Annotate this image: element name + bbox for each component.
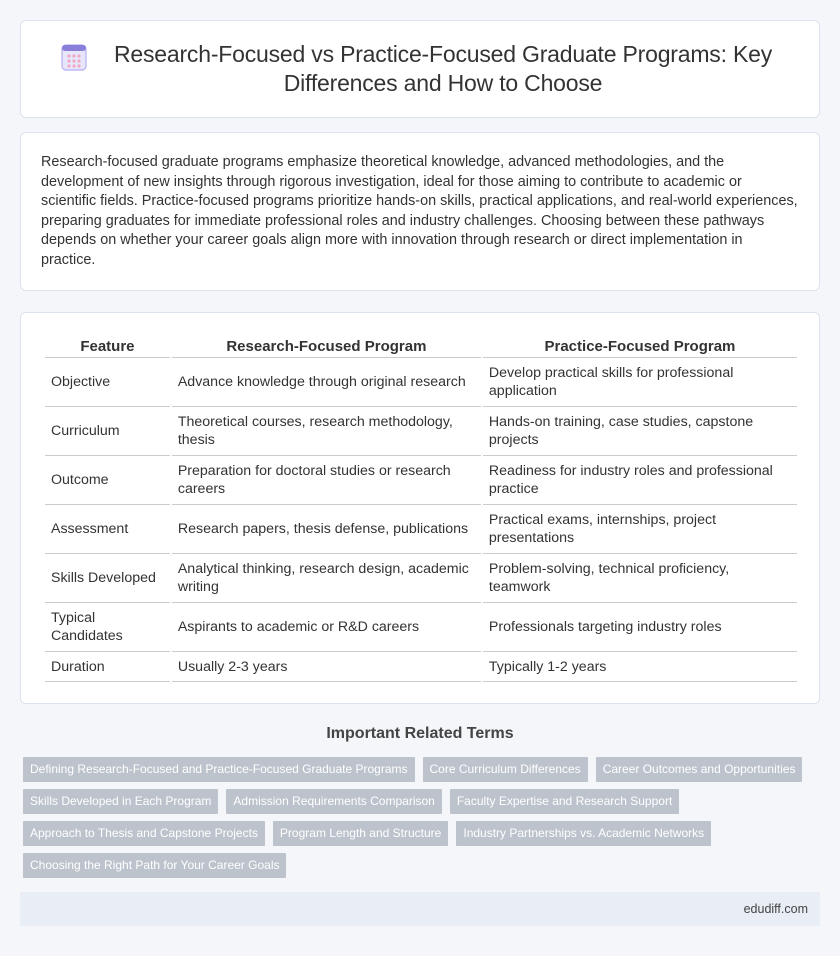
research-cell: Advance knowledge through original research	[172, 358, 481, 407]
practice-cell: Develop practical skills for professional application	[483, 358, 797, 407]
table-header-row	[45, 331, 797, 358]
feature-cell: Assessment	[45, 505, 170, 554]
related-term-tag[interactable]: Faculty Expertise and Research Support	[450, 789, 679, 814]
research-cell: Aspirants to academic or R&D careers	[172, 603, 481, 652]
feature-cell: Skills Developed	[45, 554, 170, 603]
table-row	[45, 603, 797, 652]
feature-cell: Curriculum	[45, 407, 170, 456]
related-term-tag[interactable]: Defining Research-Focused and Practice-Focused Graduate Programs	[23, 757, 415, 782]
related-term-tag[interactable]: Program Length and Structure	[273, 821, 448, 846]
comparison-table-card	[20, 312, 820, 704]
related-terms-heading: Important Related Terms	[326, 725, 514, 742]
footer	[20, 892, 820, 926]
intro-paragraph: Research-focused graduate programs emphasize theoretical knowledge, advanced methodologies, and the development of new insights through rigorous investigation, ideal for those aiming to contribute to academic or scientific fields. Practice-focused programs prioritize hands-on skills, practical applications, and real-world experiences, preparing graduates for immediate professional roles and industry challenges. Choosing between these pathways depends on whether your career goals align more with innovation through research or direct implementation in practice.	[41, 154, 798, 268]
feature-cell: Objective	[45, 358, 170, 407]
related-term-tag[interactable]: Skills Developed in Each Program	[23, 789, 218, 814]
table-row	[45, 456, 797, 505]
document-grid-icon	[61, 43, 87, 71]
footer-site-link[interactable]: edudiff.com	[743, 902, 808, 916]
column-header-feature: Feature	[45, 331, 170, 358]
related-term-tag[interactable]: Admission Requirements Comparison	[226, 789, 441, 814]
research-cell: Research papers, thesis defense, publications	[172, 505, 481, 554]
feature-cell: Typical Candidates	[45, 603, 170, 652]
feature-cell: Duration	[45, 652, 170, 682]
feature-cell: Outcome	[45, 456, 170, 505]
research-cell: Preparation for doctoral studies or research careers	[172, 456, 481, 505]
practice-cell: Readiness for industry roles and professional practice	[483, 456, 797, 505]
comparison-table	[43, 331, 799, 682]
table-row	[45, 652, 797, 682]
related-term-tag[interactable]: Industry Partnerships vs. Academic Networks	[456, 821, 711, 846]
related-terms-list	[23, 757, 823, 885]
related-term-tag[interactable]: Core Curriculum Differences	[423, 757, 588, 782]
page-title: Research-Focused vs Practice-Focused Graduate Programs: Key Differences and How to Choose	[113, 41, 773, 96]
table-row	[45, 505, 797, 554]
practice-cell: Professionals targeting industry roles	[483, 603, 797, 652]
related-term-tag[interactable]: Career Outcomes and Opportunities	[596, 757, 803, 782]
table-row	[45, 358, 797, 407]
header-card	[20, 20, 820, 118]
practice-cell: Typically 1-2 years	[483, 652, 797, 682]
practice-cell: Problem-solving, technical proficiency, teamwork	[483, 554, 797, 603]
practice-cell: Hands-on training, case studies, capstone projects	[483, 407, 797, 456]
column-header-research: Research-Focused Program	[172, 331, 481, 358]
related-term-tag[interactable]: Choosing the Right Path for Your Career Goals	[23, 853, 286, 878]
research-cell: Analytical thinking, research design, academic writing	[172, 554, 481, 603]
related-term-tag[interactable]: Approach to Thesis and Capstone Projects	[23, 821, 265, 846]
table-row	[45, 554, 797, 603]
research-cell: Theoretical courses, research methodology, thesis	[172, 407, 481, 456]
research-cell: Usually 2-3 years	[172, 652, 481, 682]
table-row	[45, 407, 797, 456]
intro-card	[20, 132, 820, 291]
practice-cell: Practical exams, internships, project presentations	[483, 505, 797, 554]
column-header-practice: Practice-Focused Program	[483, 331, 797, 358]
